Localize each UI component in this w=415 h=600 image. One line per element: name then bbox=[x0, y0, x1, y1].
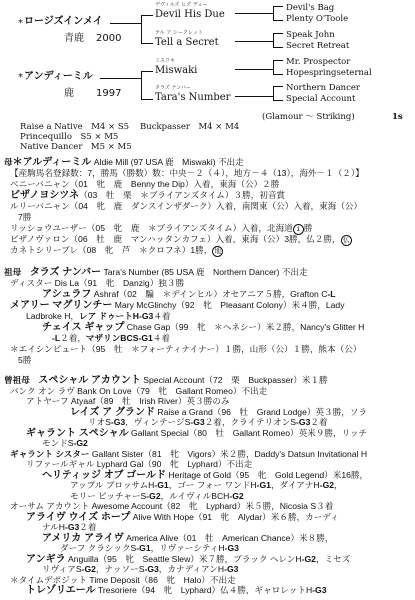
gen3-6: Hopespringseternal bbox=[286, 68, 372, 78]
bracket-line bbox=[235, 96, 273, 97]
list-item: ルリーバニャン（04 牝 鹿 ダンスインザダーク）入着，南関東（公）入着，東海（公） bbox=[10, 201, 363, 211]
dam-dam: Tara's Number bbox=[155, 92, 231, 103]
list-item: カネトシリーブレ（08 牝 芦 ＊クロフネ）1勝， 地 bbox=[10, 245, 223, 257]
list-item-cont: 5勝 bbox=[18, 355, 32, 365]
bracket-line bbox=[110, 23, 141, 24]
page-number: 1s bbox=[392, 112, 403, 122]
foal-registration-summary: 【産駒馬名登録数：7，勝馬（勝数）数：中央－２（４），地方－４（13），海外－１（２）】 bbox=[10, 168, 364, 178]
dam-section bbox=[4, 157, 414, 257]
great-granddam-heading: 曾祖母 スペシャル アカウント Special Account（72 栗 Buckpasser）米１勝 bbox=[4, 375, 328, 386]
list-item: アライヴ ウイズ ホープ Alive With Hope（91 牝 Alydar）米６勝，カーディ bbox=[26, 511, 339, 523]
inbreeding-buckpasser: Buckpasser M4 × M4 bbox=[140, 122, 240, 132]
dam-name-heading: ＊アルディーミル bbox=[12, 157, 92, 168]
bracket-line bbox=[235, 13, 273, 14]
list-item: アンギラ Anguilla（95 牝 Seattle Slew）米７勝，ブラック ヘレンH-G2，ミセズ bbox=[26, 553, 351, 565]
list-item: ビザノヨシツネ（03 牡 栗 ＊ブライアンズタイム）３勝，初音賞 bbox=[10, 190, 286, 201]
gen3-3: Speak John bbox=[286, 30, 335, 40]
bracket-line bbox=[273, 20, 283, 21]
inbreeding-raise-a-native: Raise a Native M4 × S5 bbox=[20, 122, 130, 132]
gen3-1: Devil's Bag bbox=[286, 3, 335, 13]
bracket-line bbox=[273, 47, 283, 48]
family-note: (Glamour ～ Striking) bbox=[262, 112, 355, 122]
dam-heading: 母＊アルディーミル Aldie Mill (97 USA 鹿 Miswaki) 不出走 bbox=[4, 157, 244, 168]
list-item: ギャラント シスター Gallant Sister（81 牝 Vigors）米２勝，Daddy's Datsun Invitational H bbox=[10, 448, 368, 459]
list-item-cont: 7勝 bbox=[18, 212, 32, 222]
sire-sire: Devil His Due bbox=[155, 9, 225, 20]
bracket-line bbox=[235, 41, 273, 42]
bracket-line bbox=[235, 69, 273, 70]
dd-ruby: タラズ ナンバー bbox=[155, 85, 191, 91]
dam-color: 鹿 bbox=[64, 88, 74, 99]
list-item: バンク オン ラヴ Bank On Love（79 牝 Gallant Romeo）不出走 bbox=[10, 385, 268, 396]
circled-number: 1 bbox=[293, 224, 304, 235]
bracket-line bbox=[273, 33, 274, 47]
list-item: ビザノヴァロン（06 牡 鹿 マンハッタンカフェ）入着，東海（公）3勝，仏２勝， 仏 bbox=[10, 234, 352, 246]
bracket-line bbox=[273, 6, 274, 20]
list-item: ギャラント スペシャル Gallant Special（80 牡 Gallant Romeo）英米９勝，リッチ bbox=[26, 427, 368, 439]
bracket-line bbox=[273, 33, 283, 34]
list-item: ＊タイムデポジット Time Deposit（86 牝 Halo）不出走 bbox=[10, 574, 236, 585]
ss-ruby: デヴィルズ ヒズ デュー bbox=[155, 2, 208, 8]
list-item: アメリカ アライヴ America Alive（01 牡 American Chance）米８勝， bbox=[42, 532, 334, 544]
gen3-5: Mr. Prospector bbox=[286, 57, 351, 67]
dam-year: 1997 bbox=[96, 88, 122, 99]
list-item: アトヤーフ Atyaaf（89 牡 Irish River）英３勝のみ bbox=[26, 396, 230, 406]
bracket-line bbox=[273, 100, 283, 101]
list-item-cont: ダーフ クラシックS-G1，リヴァーシティH-G3 bbox=[60, 543, 239, 553]
bracket-line bbox=[273, 60, 283, 61]
bracket-line bbox=[141, 99, 153, 100]
list-item-cont: -L２着，マザリンBCS-G1４着 bbox=[52, 333, 170, 343]
list-item-cont: アップル ブロッサムH-G1，ゴー フォー ワンドH-G1，ダイアナH-G2， bbox=[70, 480, 343, 490]
list-item: メアリー マグリンチー Mary McGlinchy（92 牝 Pleasant Colony）米４勝，Lady bbox=[10, 300, 345, 311]
list-item: チェイス ギャップ Chase Gap（99 牝 ＊ヘネシー）米２勝，Nancy's Glitter H bbox=[42, 322, 365, 333]
list-item: リッショウユーザー（05 牝 鹿 ＊ブライアンズタイム）入着，北海道 1 勝 bbox=[10, 223, 313, 233]
sire-color: 青鹿 bbox=[64, 33, 84, 44]
gen3-2: Plenty O'Toole bbox=[286, 14, 349, 24]
sd-ruby: テル ア シークレット bbox=[155, 30, 203, 36]
list-item: オーサム アカウント Awesome Account（82 牝 Lyphard）米５勝，Nicosia S３着 bbox=[10, 501, 334, 511]
bracket-line bbox=[273, 86, 283, 87]
list-item: トレゾリエール Tresoriere（94 牝 Lyphard）仏４勝，ギャロレットH-G3 bbox=[26, 585, 327, 596]
bracket-line bbox=[141, 71, 153, 72]
circled-mark: 仏 bbox=[341, 235, 352, 246]
list-item-cont: リヴィアS-G2，ナッソーS-G3，カナディアンH-G3 bbox=[42, 564, 239, 574]
list-item: ＊エイシンビュート（95 牡 ＊フォーティナイナー）１勝，山形（公）１勝，熊本（公） bbox=[10, 344, 362, 354]
sire-year: 2000 bbox=[96, 33, 122, 44]
bracket-line bbox=[273, 86, 274, 100]
ds-ruby: ミスワキ bbox=[155, 58, 176, 64]
granddam-section bbox=[4, 267, 414, 367]
list-item: レイズ ア グランド Raise a Grand（96 牡 Grand Lodge）英３勝，ソラ bbox=[70, 406, 368, 418]
list-item: ヘリティッジ オブ ゴールド Heritage of Gold（95 牝 Gold Legend）米16勝， bbox=[42, 469, 369, 481]
list-item: ディスター Dis La（91 牝 Danzig）独３勝 bbox=[10, 278, 185, 288]
bracket-line bbox=[141, 43, 153, 44]
list-item-cont: ナルH-G3２着 bbox=[42, 522, 97, 532]
sire-mark: * bbox=[18, 18, 23, 29]
bracket-line bbox=[141, 15, 142, 43]
gen3-7: Northern Dancer bbox=[286, 83, 360, 93]
great-granddam-section bbox=[4, 375, 414, 600]
dam-sire: Miswaki bbox=[155, 65, 198, 76]
list-item-cont: モンドS-G2 bbox=[42, 438, 88, 448]
list-item-cont: リオS-G3，ヴィンテージS-G3２着，クライテリオンS-G3２着 bbox=[88, 417, 328, 427]
bracket-line bbox=[141, 15, 153, 16]
dam-name: アンディーミル bbox=[24, 71, 93, 82]
sire-name: ロージズインメイ bbox=[24, 16, 103, 27]
list-item: アシュラフ Ashraf（02 騙 ＊デインヒル）オセアニア５勝，Grafton C-L bbox=[42, 289, 336, 300]
granddam-heading: 祖母 タラズ ナンバー Tara's Number (85 USA 鹿 Northern Dancer) 不出走 bbox=[4, 267, 308, 278]
inbreeding-princequillo: Princequillo S5 × M5 bbox=[20, 132, 119, 142]
bracket-line bbox=[273, 60, 274, 74]
sire-dam: Tell a Secret bbox=[155, 37, 219, 48]
list-item: リファールギャル Lyphard Gal（90 牝 Lyphard）不出走 bbox=[26, 459, 253, 469]
list-item-cont: モリー ピッチャーS-G2，ルイヴィルBCH-G2 bbox=[70, 490, 244, 501]
gen3-8: Special Account bbox=[286, 94, 356, 104]
gen3-4: Secret Retreat bbox=[286, 41, 350, 51]
circled-mark: 地 bbox=[212, 246, 223, 257]
list-item: ベニーバニャン（01 牝 鹿 Benny the Dip）入着，東海（公）２勝 bbox=[10, 179, 280, 189]
list-item-cont: Ladbroke H，レア ドゥートH-G3４着 bbox=[26, 311, 171, 321]
bracket-line bbox=[141, 71, 142, 99]
bracket-line bbox=[273, 74, 283, 75]
dam-mark: * bbox=[18, 72, 23, 83]
inbreeding-native-dancer: Native Dancer M5 × M5 bbox=[20, 142, 132, 152]
bracket-line bbox=[100, 78, 141, 79]
bracket-line bbox=[273, 6, 283, 7]
